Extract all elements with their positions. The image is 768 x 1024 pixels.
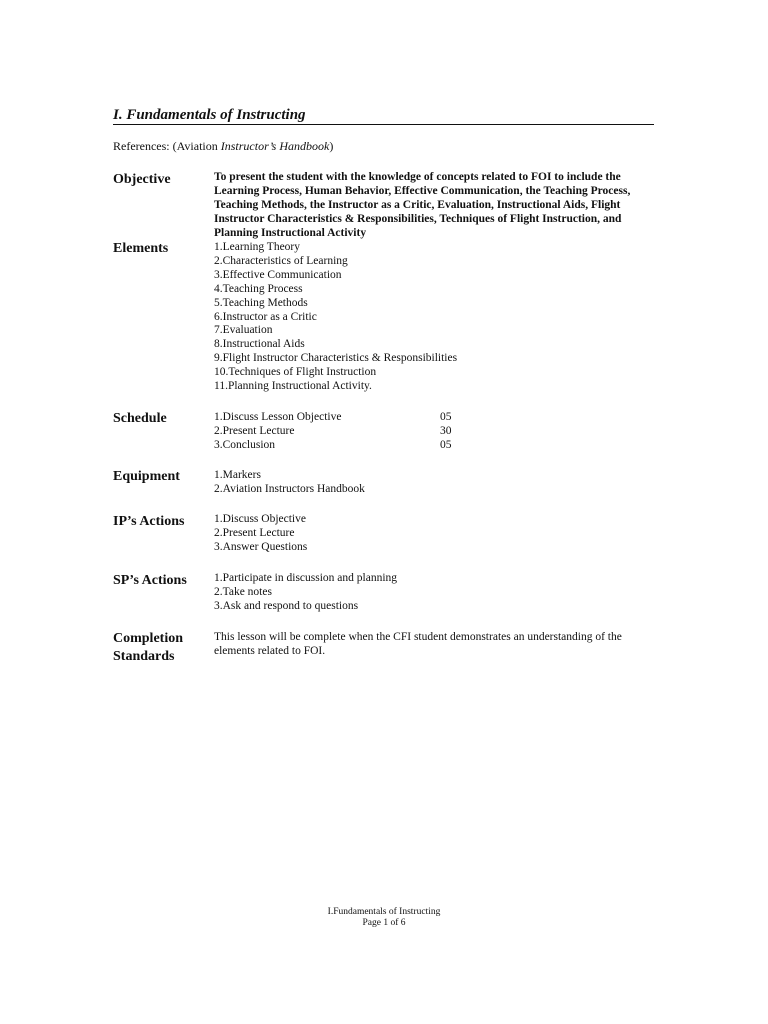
sp-actions-label: SP’s Actions bbox=[113, 573, 187, 588]
schedule-minutes: 05 bbox=[440, 438, 452, 451]
references-close: ) bbox=[329, 139, 334, 153]
list-item: 11.Planning Instructional Activity. bbox=[214, 380, 372, 393]
references-open: (Aviation bbox=[172, 139, 221, 153]
list-item: 2.Aviation Instructors Handbook bbox=[214, 482, 365, 495]
schedule-row bbox=[214, 425, 452, 439]
list-item: 1.Markers bbox=[214, 469, 261, 481]
schedule-item: 2.Present Lecture bbox=[214, 424, 295, 437]
page-footer bbox=[0, 907, 768, 929]
equipment-list bbox=[214, 469, 365, 497]
list-item: 3.Ask and respond to questions bbox=[214, 599, 359, 612]
list-item: 2.Characteristics of Learning bbox=[214, 254, 348, 267]
references bbox=[113, 139, 333, 154]
ip-actions-list bbox=[214, 513, 307, 555]
elements-list bbox=[214, 241, 457, 394]
list-item: 2.Present Lecture bbox=[214, 526, 295, 539]
list-item: 7.Evaluation bbox=[214, 324, 273, 337]
references-label: References: bbox=[113, 139, 170, 153]
completion-label bbox=[113, 630, 183, 666]
ip-actions-label: IP’s Actions bbox=[113, 514, 185, 529]
completion-label-line1: Completion bbox=[113, 631, 183, 646]
schedule-minutes: 30 bbox=[440, 424, 452, 437]
references-book: Instructor’s Handbook bbox=[220, 139, 330, 153]
list-item: 6.Instructor as a Critic bbox=[214, 310, 317, 323]
schedule-item: 3.Conclusion bbox=[214, 438, 276, 451]
list-item: 3.Answer Questions bbox=[214, 540, 308, 553]
list-item: 1.Learning Theory bbox=[214, 241, 301, 253]
list-item: 9.Flight Instructor Characteristics & Responsibilities bbox=[214, 352, 458, 365]
page-title: I. Fundamentals of Instructing bbox=[113, 106, 654, 125]
objective-label: Objective bbox=[113, 172, 171, 187]
schedule-row bbox=[214, 439, 452, 453]
schedule-minutes: 05 bbox=[440, 411, 452, 423]
list-item: 1.Participate in discussion and planning bbox=[214, 572, 398, 584]
equipment-label: Equipment bbox=[113, 469, 180, 484]
schedule-list bbox=[214, 411, 452, 453]
list-item: 10.Techniques of Flight Instruction bbox=[214, 366, 377, 379]
list-item: 3.Effective Communication bbox=[214, 268, 342, 281]
list-item: 2.Take notes bbox=[214, 585, 272, 598]
elements-label: Elements bbox=[113, 241, 169, 256]
sp-actions-list bbox=[214, 572, 397, 614]
completion-label-line2: Standards bbox=[113, 649, 175, 664]
list-item: 8.Instructional Aids bbox=[214, 338, 305, 351]
footer-title: I.Fundamentals of Instructing bbox=[327, 907, 441, 917]
list-item: 1.Discuss Objective bbox=[214, 513, 306, 525]
page-number: Page 1 of 6 bbox=[362, 918, 406, 928]
completion-text: This lesson will be complete when the CFI student demonstrates an understanding of the elements related to FOI. bbox=[214, 631, 622, 657]
schedule-item: 1.Discuss Lesson Objective bbox=[214, 411, 342, 423]
list-item: 4.Teaching Process bbox=[214, 282, 303, 295]
list-item: 5.Teaching Methods bbox=[214, 296, 308, 309]
schedule-label: Schedule bbox=[113, 411, 167, 426]
objective-text: To present the student with the knowledge of concepts related to FOI to include the Learning Process, Human Behavior, Effective Communication, the Teaching Process, Teaching Methods, the Instructor as a Critic, Evaluation, Instructional Aids, Flight Instructor Characteristics & Responsibilities, Techniques of Flight Instruction, and Planning Instructional Activity bbox=[214, 171, 631, 239]
schedule-row bbox=[214, 411, 452, 425]
